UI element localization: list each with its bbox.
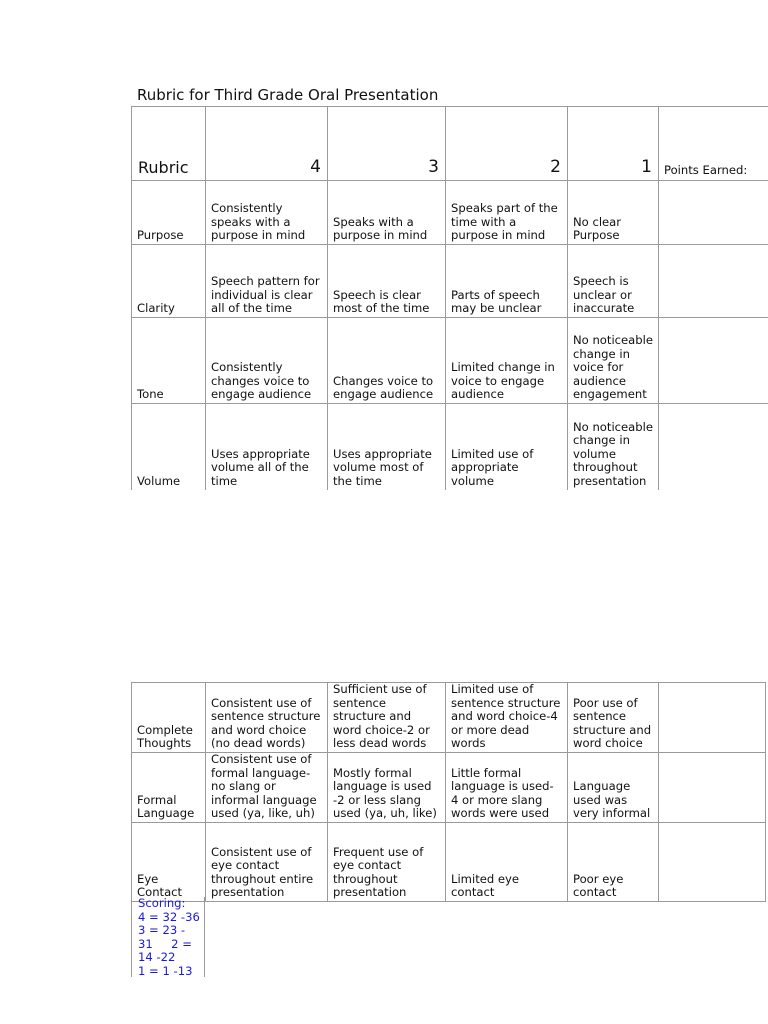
points-cell[interactable] — [659, 404, 768, 490]
level-3-cell: Changes voice to engage audience — [328, 318, 446, 404]
level-3-cell: Frequent use of eye contact throughout presentation — [328, 822, 446, 901]
criterion-cell: Tone — [132, 318, 206, 404]
header-row — [132, 107, 768, 181]
level-1-cell: Language used was very informal — [568, 752, 659, 822]
page-title: Rubric for Third Grade Oral Presentation — [137, 86, 439, 104]
points-cell[interactable] — [659, 683, 766, 753]
level-1-cell: No clear Purpose — [568, 181, 659, 245]
scoring-key: Scoring: 4 = 32 -36 3 = 23 - 31 2 = 14 -22 1 = 1 -13 — [131, 897, 205, 977]
points-earned-header: Points Earned: — [659, 107, 768, 181]
level-3-cell: Sufficient use of sentence structure and word choice-2 or less dead words — [328, 683, 446, 753]
level-2-cell: Limited eye contact — [446, 822, 568, 901]
level-4-cell: Uses appropriate volume all of the time — [206, 404, 328, 490]
level-4-cell: Consistently changes voice to engage audience — [206, 318, 328, 404]
criterion-cell: Purpose — [132, 181, 206, 245]
level-3-header: 3 — [328, 107, 446, 181]
table-row — [132, 822, 766, 901]
level-2-cell: Limited use of appropriate volume — [446, 404, 568, 490]
table-row — [132, 404, 768, 490]
level-2-cell: Speaks part of the time with a purpose in mind — [446, 181, 568, 245]
table-row — [132, 752, 766, 822]
level-4-cell: Consistently speaks with a purpose in mind — [206, 181, 328, 245]
level-2-header: 2 — [446, 107, 568, 181]
table-row — [132, 245, 768, 318]
level-3-cell: Uses appropriate volume most of the time — [328, 404, 446, 490]
level-2-cell: Limited change in voice to engage audience — [446, 318, 568, 404]
level-3-cell: Mostly formal language is used -2 or less slang used (ya, uh, like) — [328, 752, 446, 822]
level-1-cell: Poor eye contact — [568, 822, 659, 901]
level-1-cell: No noticeable change in volume throughout presentation — [568, 404, 659, 490]
points-cell[interactable] — [659, 752, 766, 822]
level-3-cell: Speech is clear most of the time — [328, 245, 446, 318]
level-1-cell: Speech is unclear or inaccurate — [568, 245, 659, 318]
level-4-cell: Consistent use of eye contact throughout entire presentation — [206, 822, 328, 901]
table-row — [132, 683, 766, 753]
criterion-cell: Complete Thoughts — [132, 683, 206, 753]
level-1-cell: Poor use of sentence structure and word choice — [568, 683, 659, 753]
points-cell[interactable] — [659, 245, 768, 318]
level-4-cell: Consistent use of sentence structure and word choice (no dead words) — [206, 683, 328, 753]
table-row — [132, 181, 768, 245]
level-2-cell: Limited use of sentence structure and word choice-4 or more dead words — [446, 683, 568, 753]
level-4-cell: Speech pattern for individual is clear all of the time — [206, 245, 328, 318]
table-row — [132, 318, 768, 404]
criterion-cell: Clarity — [132, 245, 206, 318]
level-4-header: 4 — [206, 107, 328, 181]
level-1-cell: No noticeable change in voice for audience engagement — [568, 318, 659, 404]
points-cell[interactable] — [659, 822, 766, 901]
rubric-table-1 — [131, 106, 768, 490]
level-3-cell: Speaks with a purpose in mind — [328, 181, 446, 245]
points-cell[interactable] — [659, 318, 768, 404]
rubric-header: Rubric — [132, 107, 206, 181]
level-1-header: 1 — [568, 107, 659, 181]
level-2-cell: Parts of speech may be unclear — [446, 245, 568, 318]
level-2-cell: Little formal language is used- 4 or more slang words were used — [446, 752, 568, 822]
criterion-cell: Formal Language — [132, 752, 206, 822]
points-cell[interactable] — [659, 181, 768, 245]
criterion-cell: Volume — [132, 404, 206, 490]
rubric-table-2 — [131, 682, 766, 902]
level-4-cell: Consistent use of formal language- no slang or informal language used (ya, like, uh) — [206, 752, 328, 822]
criterion-cell: Eye Contact — [132, 822, 206, 901]
